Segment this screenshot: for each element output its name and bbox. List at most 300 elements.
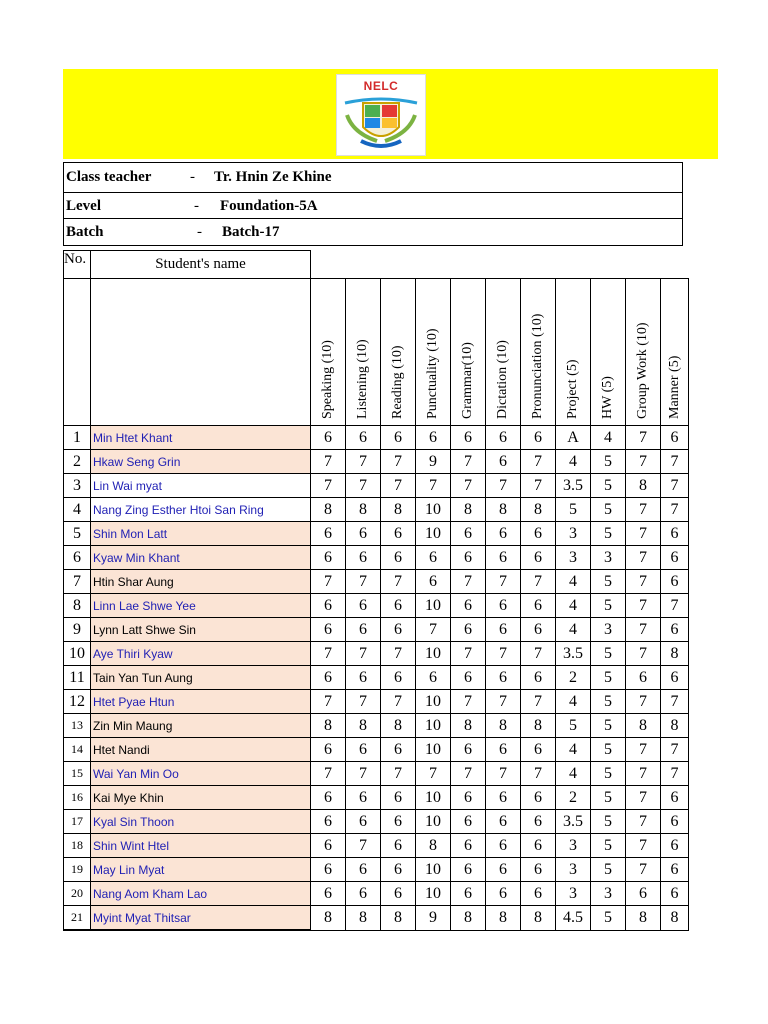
score-cell: 7 [451,450,486,474]
subject-header [661,279,689,426]
score-cell: 6 [381,426,416,450]
score-cell: 7 [626,618,661,642]
student-name: Lynn Latt Shwe Sin [91,618,311,642]
scores-grid [63,250,689,931]
name-header-blank [91,279,311,426]
subject-header-label: Speaking (10) [320,340,335,419]
student-row [64,810,689,834]
score-cell: 6 [521,738,556,762]
score-cell: 6 [381,858,416,882]
score-cell: 6 [311,594,346,618]
score-cell: 7 [626,546,661,570]
score-cell: 6 [521,618,556,642]
score-cell: 6 [486,666,521,690]
subject-header-label: Listening (10) [355,339,370,419]
student-row [64,546,689,570]
score-cell: 7 [451,642,486,666]
student-number: 8 [64,594,91,618]
student-row [64,738,689,762]
score-cell: 6 [451,618,486,642]
score-cell: 6 [451,786,486,810]
score-cell: 7 [661,474,689,498]
student-row [64,762,689,786]
score-cell: 3 [591,618,626,642]
score-cell: 5 [591,762,626,786]
score-cell: 8 [381,906,416,931]
score-cell: 7 [626,426,661,450]
score-cell: 6 [521,810,556,834]
score-cell: 6 [486,786,521,810]
student-row [64,906,689,931]
student-number: 10 [64,642,91,666]
score-cell: 8 [346,498,381,522]
score-cell: 7 [626,810,661,834]
score-cell: 5 [591,570,626,594]
score-cell: 8 [346,906,381,931]
score-cell: 4 [591,426,626,450]
score-cell: 7 [311,474,346,498]
score-cell: 7 [626,690,661,714]
score-cell: 6 [416,666,451,690]
score-cell: 6 [311,834,346,858]
score-cell: 5 [591,690,626,714]
score-cell: 7 [451,762,486,786]
score-cell: 8 [311,906,346,931]
student-row [64,498,689,522]
score-cell: 3.5 [556,642,591,666]
subject-header [346,279,381,426]
score-cell: 8 [626,474,661,498]
score-cell: 6 [626,666,661,690]
score-cell: 8 [311,498,346,522]
score-cell: 2 [556,666,591,690]
score-cell: 7 [661,498,689,522]
student-name: Myint Myat Thitsar [91,906,311,931]
score-cell: 3.5 [556,474,591,498]
score-cell: 6 [416,426,451,450]
score-cell: 6 [346,738,381,762]
score-cell: 8 [521,714,556,738]
score-cell: 6 [346,786,381,810]
level-row [63,192,683,219]
score-cell: 7 [521,474,556,498]
score-cell: 6 [486,618,521,642]
subject-header-label: Reading (10) [390,345,405,419]
score-cell: 7 [521,762,556,786]
student-name: Zin Min Maung [91,714,311,738]
score-cell: 6 [521,522,556,546]
student-row [64,450,689,474]
student-number: 1 [64,426,91,450]
score-cell: 6 [346,522,381,546]
student-name: Htet Nandi [91,738,311,762]
student-number: 5 [64,522,91,546]
score-cell: 8 [451,498,486,522]
student-number: 19 [64,858,91,882]
student-number: 20 [64,882,91,906]
student-number: 17 [64,810,91,834]
score-cell: 6 [311,618,346,642]
score-cell: 6 [451,834,486,858]
score-cell: 7 [381,474,416,498]
score-cell: 10 [416,858,451,882]
score-cell: 6 [661,858,689,882]
student-row [64,642,689,666]
student-name: Shin Wint Htel [91,834,311,858]
student-row [64,522,689,546]
score-cell: 6 [451,594,486,618]
score-cell: 6 [451,882,486,906]
score-cell: 7 [381,642,416,666]
score-cell: 6 [451,522,486,546]
score-cell: 3 [591,546,626,570]
subject-header-label: HW (5) [600,376,615,419]
score-cell: 6 [661,666,689,690]
student-name: Wai Yan Min Oo [91,762,311,786]
score-cell: 5 [591,522,626,546]
score-cell: 6 [381,618,416,642]
score-cell: 8 [346,714,381,738]
score-cell: 7 [486,642,521,666]
score-cell: 6 [661,426,689,450]
score-cell: 7 [381,762,416,786]
subject-header [311,279,346,426]
score-cell: 8 [521,498,556,522]
score-cell: 4 [556,570,591,594]
score-cell: 8 [521,906,556,931]
class-teacher-value: Tr. Hnin Ze Khine [214,169,332,185]
score-cell: 6 [346,858,381,882]
score-cell: 8 [451,906,486,931]
subject-header-label: Group Work (10) [635,322,650,419]
subject-header [451,279,486,426]
score-cell: 5 [591,906,626,931]
score-cell: 3 [591,882,626,906]
student-number: 9 [64,618,91,642]
score-cell: 6 [381,810,416,834]
score-cell: 6 [486,834,521,858]
batch-value: Batch-17 [222,224,280,240]
subject-header-label: Punctuality (10) [425,328,440,419]
score-cell: 7 [521,642,556,666]
score-cell: 6 [346,882,381,906]
score-cell: 6 [521,858,556,882]
score-cell: 5 [591,810,626,834]
score-cell: 5 [556,714,591,738]
score-cell: 6 [381,738,416,762]
score-cell: 8 [311,714,346,738]
score-cell: 6 [381,834,416,858]
score-cell: 7 [626,642,661,666]
score-cell: 6 [381,786,416,810]
score-cell: 10 [416,714,451,738]
student-name: Nang Aom Kham Lao [91,882,311,906]
batch-label: Batch [66,224,104,240]
subject-header [486,279,521,426]
subject-header-label: Dictation (10) [495,340,510,419]
score-cell: 10 [416,690,451,714]
student-name: Aye Thiri Kyaw [91,642,311,666]
score-cell: 5 [591,786,626,810]
score-cell: 7 [626,762,661,786]
subject-header-label: Pronunciation (10) [530,313,545,419]
score-cell: A [556,426,591,450]
score-cell: 9 [416,450,451,474]
score-cell: 7 [451,570,486,594]
score-cell: 7 [626,570,661,594]
score-cell: 6 [661,618,689,642]
score-cell: 7 [311,570,346,594]
score-cell: 7 [346,642,381,666]
student-number: 13 [64,714,91,738]
score-cell: 8 [661,714,689,738]
subject-header [416,279,451,426]
score-cell: 7 [451,474,486,498]
subject-header-row [64,279,689,426]
student-name: Linn Lae Shwe Yee [91,594,311,618]
score-cell: 6 [451,858,486,882]
header-row [64,251,689,279]
score-cell: 6 [486,426,521,450]
score-cell: 6 [486,810,521,834]
score-cell: 6 [381,666,416,690]
score-cell: 6 [346,810,381,834]
score-cell: 7 [626,594,661,618]
score-cell: 6 [661,786,689,810]
score-cell: 10 [416,738,451,762]
score-cell: 5 [591,474,626,498]
score-cell: 7 [346,762,381,786]
score-cell: 6 [521,666,556,690]
score-cell: 8 [486,498,521,522]
score-cell: 5 [591,834,626,858]
score-cell: 6 [451,666,486,690]
student-row [64,666,689,690]
student-number: 21 [64,906,91,931]
score-cell: 6 [311,426,346,450]
score-cell: 6 [521,594,556,618]
score-cell: 6 [486,450,521,474]
subject-header-label: Grammar(10) [460,342,475,419]
score-cell: 7 [486,762,521,786]
score-cell: 6 [626,882,661,906]
score-cell: 7 [451,690,486,714]
scores-table [63,250,689,931]
score-cell: 4 [556,762,591,786]
score-cell: 4 [556,618,591,642]
nelc-logo [336,74,426,156]
score-cell: 6 [311,666,346,690]
score-cell: 6 [381,594,416,618]
subject-header [521,279,556,426]
student-number: 16 [64,786,91,810]
student-row [64,594,689,618]
score-cell: 7 [626,858,661,882]
score-cell: 6 [521,834,556,858]
student-number: 15 [64,762,91,786]
score-cell: 6 [346,618,381,642]
student-number: 18 [64,834,91,858]
student-name: Shin Mon Latt [91,522,311,546]
score-cell: 7 [626,834,661,858]
score-cell: 5 [591,738,626,762]
score-cell: 7 [311,642,346,666]
student-name: May Lin Myat [91,858,311,882]
score-cell: 6 [486,738,521,762]
student-name: Kyaw Min Khant [91,546,311,570]
student-number: 2 [64,450,91,474]
student-row [64,690,689,714]
score-cell: 10 [416,882,451,906]
batch-row [63,218,683,246]
score-cell: 10 [416,786,451,810]
score-cell: 7 [346,690,381,714]
score-cell: 4 [556,594,591,618]
score-cell: 6 [311,546,346,570]
score-cell: 7 [311,690,346,714]
subject-header [556,279,591,426]
score-cell: 8 [416,834,451,858]
student-name: Htin Shar Aung [91,570,311,594]
score-cell: 8 [661,906,689,931]
student-number: 3 [64,474,91,498]
score-cell: 7 [381,450,416,474]
student-row [64,786,689,810]
score-cell: 6 [661,810,689,834]
score-cell: 7 [346,474,381,498]
score-cell: 6 [661,522,689,546]
score-cell: 5 [591,714,626,738]
score-cell: 5 [556,498,591,522]
student-name: Nang Zing Esther Htoi San Ring [91,498,311,522]
score-cell: 5 [591,450,626,474]
score-cell: 6 [416,546,451,570]
score-cell: 6 [486,594,521,618]
student-row [64,570,689,594]
score-cell: 6 [311,738,346,762]
student-row [64,834,689,858]
score-cell: 7 [626,738,661,762]
score-cell: 7 [661,450,689,474]
score-cell: 5 [591,666,626,690]
score-cell: 6 [416,570,451,594]
score-cell: 6 [486,858,521,882]
score-cell: 8 [486,906,521,931]
score-cell: 6 [346,594,381,618]
student-name: Lin Wai myat [91,474,311,498]
student-number: 7 [64,570,91,594]
score-cell: 7 [416,762,451,786]
score-cell: 4.5 [556,906,591,931]
score-cell: 5 [591,498,626,522]
score-cell: 7 [416,474,451,498]
student-number: 4 [64,498,91,522]
header-blank [311,251,689,279]
subject-header [626,279,661,426]
score-cell: 3 [556,858,591,882]
score-cell: 8 [381,498,416,522]
score-cell: 8 [486,714,521,738]
score-cell: 6 [661,570,689,594]
score-cell: 4 [556,690,591,714]
score-cell: 7 [486,474,521,498]
separator: - [197,224,202,240]
level-value: Foundation-5A [220,198,318,214]
score-cell: 7 [381,690,416,714]
score-cell: 7 [346,570,381,594]
subject-header [381,279,416,426]
score-cell: 6 [346,666,381,690]
score-cell: 7 [626,450,661,474]
student-number: 6 [64,546,91,570]
score-cell: 8 [381,714,416,738]
score-cell: 7 [521,570,556,594]
score-cell: 3 [556,834,591,858]
score-cell: 9 [416,906,451,931]
class-teacher-label: Class teacher [66,169,152,185]
score-cell: 6 [661,546,689,570]
subject-header-label: Project (5) [565,359,580,419]
student-row [64,618,689,642]
score-cell: 6 [451,546,486,570]
score-cell: 7 [486,570,521,594]
score-cell: 7 [346,450,381,474]
score-cell: 8 [451,714,486,738]
student-name: Tain Yan Tun Aung [91,666,311,690]
score-cell: 7 [311,762,346,786]
student-number: 14 [64,738,91,762]
score-cell: 5 [591,858,626,882]
score-cell: 3 [556,882,591,906]
student-number: 11 [64,666,91,690]
score-cell: 4 [556,738,591,762]
score-cell: 7 [311,450,346,474]
student-row [64,714,689,738]
score-cell: 6 [381,546,416,570]
subject-header-label: Manner (5) [666,355,682,419]
score-cell: 6 [311,858,346,882]
score-cell: 7 [521,450,556,474]
score-cell: 8 [661,642,689,666]
student-name: Kyal Sin Thoon [91,810,311,834]
score-cell: 7 [626,786,661,810]
score-cell: 2 [556,786,591,810]
student-row [64,426,689,450]
score-cell: 6 [311,522,346,546]
separator: - [194,198,199,214]
score-cell: 7 [626,498,661,522]
score-cell: 7 [416,618,451,642]
score-cell: 6 [521,882,556,906]
score-cell: 7 [381,570,416,594]
score-cell: 10 [416,810,451,834]
student-row [64,474,689,498]
score-cell: 10 [416,594,451,618]
score-cell: 7 [626,522,661,546]
score-cell: 6 [486,522,521,546]
score-cell: 10 [416,522,451,546]
score-cell: 5 [591,594,626,618]
score-cell: 5 [591,642,626,666]
name-header: Student's name [91,251,311,279]
student-number: 12 [64,690,91,714]
score-cell: 8 [626,906,661,931]
score-cell: 7 [661,594,689,618]
score-cell: 6 [346,546,381,570]
score-cell: 7 [661,738,689,762]
score-cell: 6 [451,738,486,762]
separator: - [190,169,195,185]
